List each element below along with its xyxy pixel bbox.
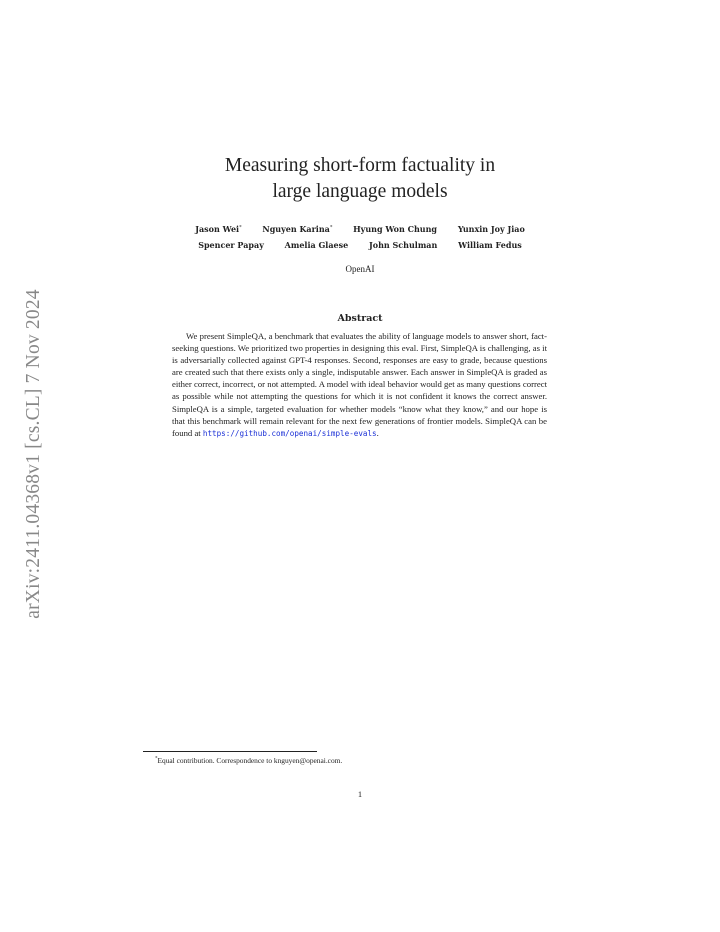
author-name: Jason Wei <box>195 224 240 234</box>
author-name: William Fedus <box>458 240 522 250</box>
footnote-text: Equal contribution. Correspondence to knguyen@openai.com. <box>157 756 343 765</box>
author <box>285 240 349 250</box>
title-line-1: Measuring short-form factuality in <box>224 155 496 176</box>
footnote <box>155 756 342 765</box>
author-name: Amelia Glaese <box>284 240 349 250</box>
author <box>262 224 332 234</box>
author <box>353 224 437 234</box>
author-list-row-1 <box>0 224 720 234</box>
author-list-row-2 <box>0 240 720 250</box>
author <box>458 224 525 234</box>
repository-link[interactable]: https://github.com/openai/simple-evals <box>202 428 377 438</box>
abstract-end: . <box>376 427 379 438</box>
author <box>369 240 437 250</box>
author <box>458 240 522 250</box>
author <box>195 224 241 234</box>
abstract-text: We present SimpleQA, a benchmark that evaluates the ability of language models to answer short, fact-seeking questions. We prioritized two properties in designing this eval. First, SimpleQA is challenging, as it is adversarially collected against GPT-4 responses. Second, responses are easy to grade, because questions are created such that there exists only a single, indisputable answer. Each answer in SimpleQA is graded as either correct, incorrect, or not attempted. A model with ideal behavior would get as many questions correct as possible while not attempting the questions for which it is not confident it knows the correct answer. SimpleQA is a simple, targeted evaluation for whether models “know what they know,” and our hope is that this benchmark will remain relevant for the next few generations of frontier models. SimpleQA can be found at <box>172 331 547 438</box>
author-name: Nguyen Karina <box>262 224 330 234</box>
equal-contribution-mark: * <box>329 224 333 231</box>
footnote-rule <box>143 751 317 752</box>
abstract-heading: Abstract <box>337 313 383 324</box>
author-name: Spencer Papay <box>198 240 264 250</box>
footnote-mark: * <box>155 756 158 762</box>
affiliation: OpenAI <box>345 264 375 274</box>
author-name: Yunxin Joy Jiao <box>457 224 525 234</box>
arxiv-identifier: arXiv:2411.04368v1 [cs.CL] 7 Nov 2024 <box>23 289 44 619</box>
page-number: 1 <box>357 789 363 799</box>
title-line-2: large language models <box>272 181 448 202</box>
equal-contribution-mark: * <box>239 224 242 231</box>
abstract-body <box>172 330 547 440</box>
author-name: Hyung Won Chung <box>353 224 438 234</box>
author <box>198 240 264 250</box>
author-name: John Schulman <box>368 240 438 250</box>
paper-title <box>0 153 720 205</box>
